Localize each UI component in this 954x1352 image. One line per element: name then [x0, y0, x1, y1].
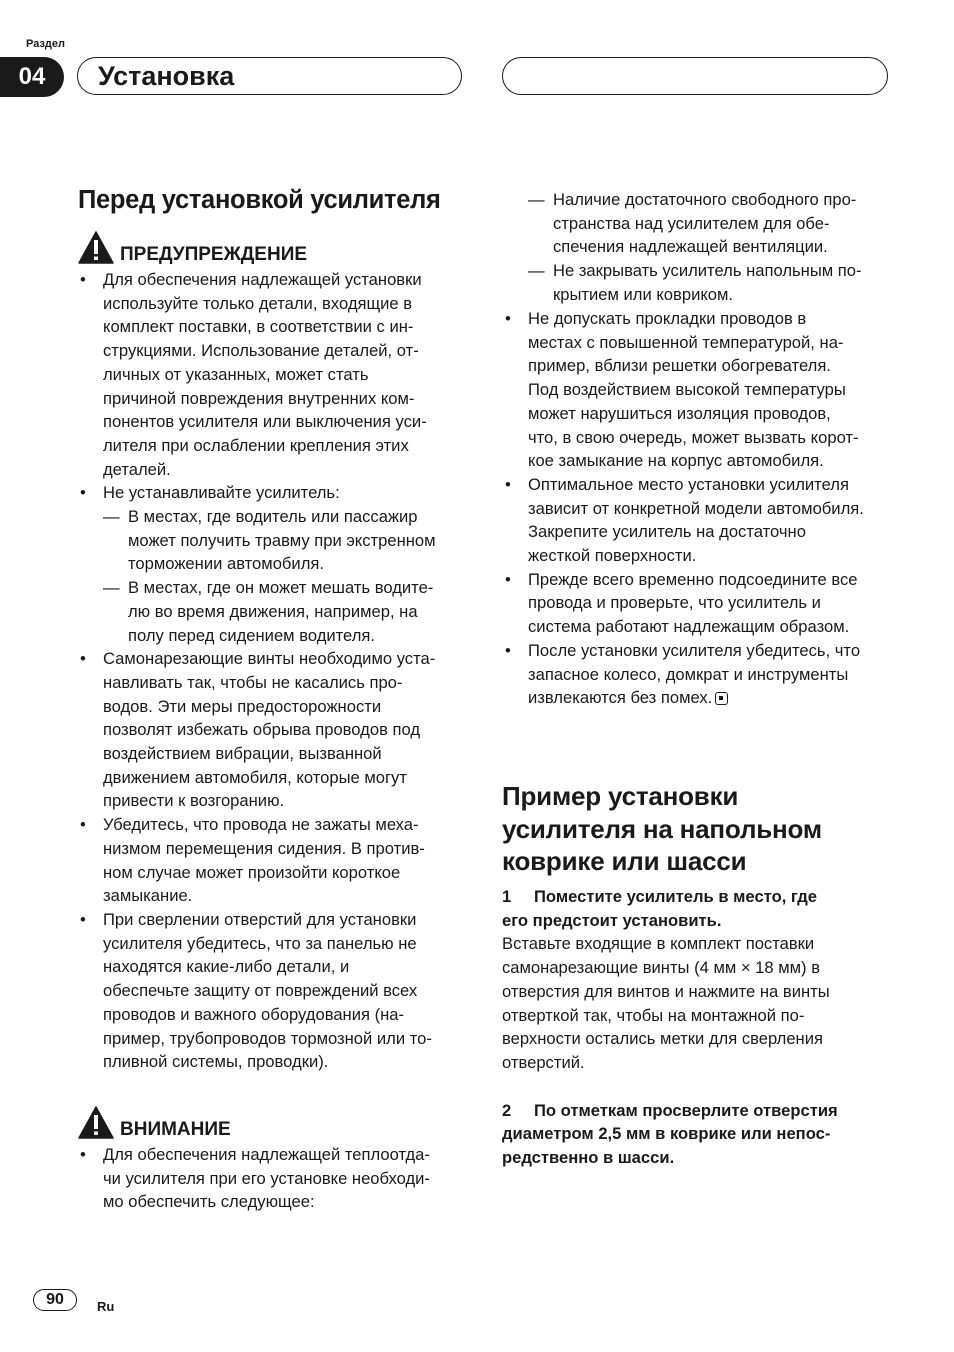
warning-header [78, 228, 468, 264]
step-body: Вставьте входящие в комплект поставки самонарезающие винты (4 мм × 18 мм) в отверстия для винтов и нажмите на винты отверткой так, чтобы на монтажной по- верхности остались метки для сверления отверстий. [502, 934, 830, 1072]
warning-list [78, 268, 468, 1074]
bullet-list-item: • Оптимальное место установки усилителя зависит от конкретной модели автомобиля. Закрепите усилитель на достаточно жесткой поверхности. [503, 473, 903, 568]
caution-icon [78, 1106, 114, 1139]
sub-list [103, 505, 468, 647]
warning-list-item: • Для обеспечения надлежащей установки используйте только детали, входящие в комплект поставки, в соответствии с ин- струкциями. Использование деталей, от- личных от указанных, может стать причиной повреждения внутренних ком- понентов усилителя или выключения уси- лителя при ослаблении крепления этих деталей. [78, 268, 468, 481]
sub-list-item: — В местах, где водитель или пассажир может получить травму при экстренном торможении автомобиля. [103, 505, 468, 576]
right-bullet-list [503, 307, 903, 710]
bullet-list-item: • Не допускать прокладки проводов в местах с повышенной температурой, на- пример, вблизи решетки обогревателя. Под воздействием высокой температуры может нарушиться изоляция проводов, что, в свою очередь, может вызвать корот- кое замыкание на корпус автомобиля. [503, 307, 903, 473]
left-heading: Перед установкой усилителя [78, 186, 441, 214]
caution-list [78, 1143, 468, 1214]
right-dash-list [528, 188, 908, 307]
warning-list-item: • Самонарезающие винты необходимо уста- навливать так, чтобы не касались про- водов. Эти меры предосторожности позволят избежать обрыва проводов под воздействием вибрации, вызванной движением автомобиля, которые могут привести к возгоранию. [78, 647, 468, 813]
dash-list-item: — Наличие достаточного свободного про- странства над усилителем для обе- спечения надлежащей вентиляции. [528, 188, 908, 259]
warning-list-item: • Не устанавливайте усилитель: — В местах, где водитель или пассажир может получить травму при экстренном торможении автомобиля. — В местах, где он может мешать водите- лю во время движения, например, на полу перед сидением водителя. [78, 481, 468, 647]
step-heading: 2 По отметкам просверлите отверстия диаметром 2,5 мм в коврике или непос- редственно в шасси. [502, 1100, 838, 1168]
section-label: Раздел [26, 38, 65, 50]
step [502, 885, 902, 1075]
caution-header [78, 1103, 468, 1139]
step-heading: 1 Поместите усилитель в место, где его предстоит установить. [502, 887, 817, 930]
header-empty-pill [502, 57, 888, 95]
step-number: 2 [502, 1100, 512, 1120]
section-number-badge: 04 [0, 57, 64, 97]
right-bullets-block [503, 307, 903, 710]
left-column [78, 228, 468, 1214]
right-heading: Пример установки усилителя на напольном коврике или шасси [502, 781, 822, 876]
caution-list-item: • Для обеспечения надлежащей теплоотда- чи усилителя при его установке необходи- мо обеспечить следующее: [78, 1143, 468, 1214]
right-top [528, 188, 908, 307]
bullet-list-item: • Прежде всего временно подсоедините все провода и проверьте, что усилитель и система работают надлежащим образом. [503, 568, 903, 639]
bullet-list-item: • После установки усилителя убедитесь, что запасное колесо, домкрат и инструменты извлекаются без помех. [503, 639, 903, 710]
steps-block [502, 885, 902, 1170]
page-number: 90 [33, 1289, 77, 1311]
warning-list-item: • При сверлении отверстий для установки усилителя убедитесь, что за панелью не находятся какие-либо детали, и обеспечьте защиту от повреждений всех проводов и важного оборудования (на- пример, трубопроводов тормозной или то- пливной системы, проводки). [78, 908, 468, 1074]
language-code: Ru [97, 1299, 115, 1314]
caution-label: ВНИМАНИЕ [120, 1119, 231, 1141]
warning-label: ПРЕДУПРЕЖДЕНИЕ [120, 244, 308, 266]
step-number: 1 [502, 887, 512, 906]
dash-list-item: — Не закрывать усилитель напольным по- крытием или ковриком. [528, 259, 908, 306]
warning-icon [78, 231, 114, 264]
step [502, 1099, 902, 1170]
section-title: Установка [77, 57, 462, 95]
sub-list-item: — В местах, где он может мешать водите- лю во время движения, например, на полу перед сидением водителя. [103, 576, 468, 647]
warning-list-item: • Убедитесь, что провода не зажаты меха- низмом перемещения сидения. В против- ном случае может произойти короткое замыкание. [78, 813, 468, 908]
end-of-section-icon [715, 692, 728, 705]
